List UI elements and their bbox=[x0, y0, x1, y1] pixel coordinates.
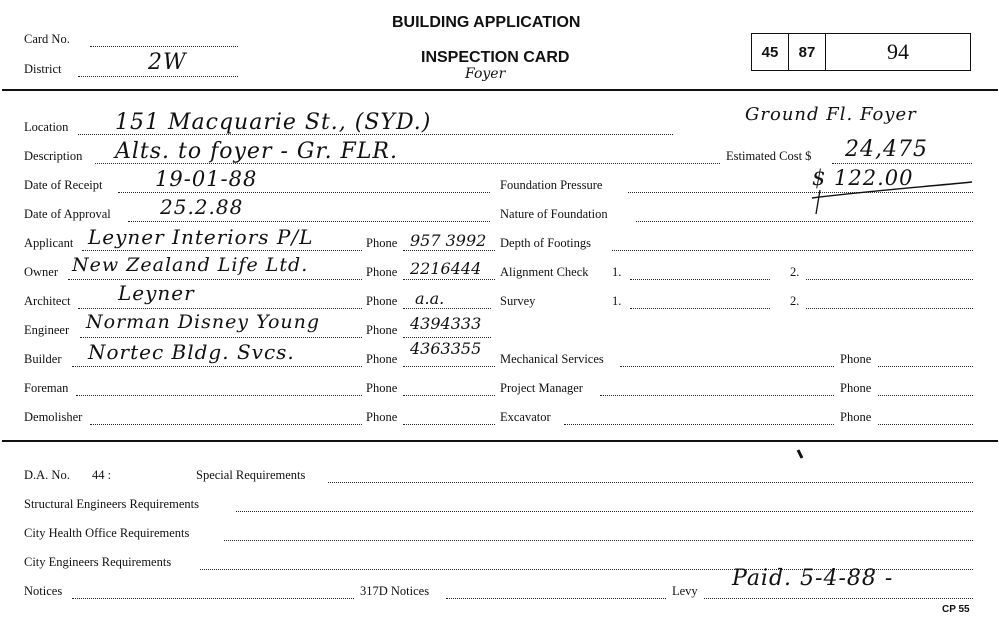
location-label: Location bbox=[24, 120, 69, 134]
date-of-approval-label: Date of Approval bbox=[24, 207, 111, 221]
description-label: Description bbox=[24, 149, 83, 163]
engineer-phone-value: 4394333 bbox=[410, 314, 482, 333]
foundation-pressure-value: $ 122.00 bbox=[812, 166, 914, 190]
architect-phone-value: a.a. bbox=[415, 289, 445, 308]
structural-requirements-label: Structural Engineers Requirements bbox=[24, 497, 199, 511]
number-box-1: 45 bbox=[751, 33, 789, 71]
district-label: District bbox=[24, 62, 62, 76]
mechanical-phone-label: Phone bbox=[840, 352, 872, 366]
location-value: 151 Macquarie St., (SYD.) bbox=[115, 110, 432, 135]
card-subtitle-handwritten: Foyer bbox=[465, 66, 506, 82]
foundation-pressure-label: Foundation Pressure bbox=[500, 178, 603, 192]
survey-2: 2. bbox=[790, 294, 800, 308]
da-no-value: 44 : bbox=[92, 468, 112, 482]
nature-of-foundation-label: Nature of Foundation bbox=[500, 207, 608, 221]
mechanical-services-label: Mechanical Services bbox=[500, 352, 604, 366]
engineer-phone-label: Phone bbox=[366, 323, 398, 337]
builder-phone-label: Phone bbox=[366, 352, 398, 366]
project-manager-phone-label: Phone bbox=[840, 381, 872, 395]
health-requirements-label: City Health Office Requirements bbox=[24, 526, 190, 540]
excavator-label: Excavator bbox=[500, 410, 551, 424]
engineer-value: Norman Disney Young bbox=[86, 311, 321, 333]
builder-value: Nortec Bldg. Svcs. bbox=[88, 340, 295, 364]
applicant-phone-value: 957 3992 bbox=[410, 231, 487, 250]
owner-value: New Zealand Life Ltd. bbox=[72, 254, 309, 276]
city-engineers-requirements-label: City Engineers Requirements bbox=[24, 555, 172, 569]
alignment-check-2: 2. bbox=[790, 265, 800, 279]
number-box-3: 94 bbox=[825, 33, 971, 71]
levy-label: Levy bbox=[672, 584, 698, 598]
alignment-check-1: 1. bbox=[612, 265, 622, 279]
architect-label: Architect bbox=[24, 294, 71, 308]
depth-of-footings-label: Depth of Footings bbox=[500, 236, 591, 250]
demolisher-phone-label: Phone bbox=[366, 410, 398, 424]
architect-phone-label: Phone bbox=[366, 294, 398, 308]
foreman-phone-label: Phone bbox=[366, 381, 398, 395]
owner-phone-value: 2216444 bbox=[410, 259, 482, 278]
notices-317d-label: 317D Notices bbox=[360, 584, 430, 598]
number-box-2: 87 bbox=[788, 33, 826, 71]
builder-label: Builder bbox=[24, 352, 62, 366]
card-no-label: Card No. bbox=[24, 32, 70, 46]
architect-value: Leyner bbox=[118, 281, 195, 305]
levy-value: Paid. 5-4-88 - bbox=[732, 566, 894, 591]
estimated-cost-label: Estimated Cost $ bbox=[726, 149, 812, 163]
owner-label: Owner bbox=[24, 265, 59, 279]
da-no-label: D.A. No. bbox=[24, 468, 70, 482]
excavator-phone-label: Phone bbox=[840, 410, 872, 424]
demolisher-label: Demolisher bbox=[24, 410, 83, 424]
date-of-approval-value: 25.2.88 bbox=[160, 195, 244, 219]
project-manager-label: Project Manager bbox=[500, 381, 583, 395]
location-note: Ground Fl. Foyer bbox=[745, 104, 917, 125]
applicant-phone-label: Phone bbox=[366, 236, 398, 250]
district-value: 2W bbox=[148, 50, 187, 75]
builder-phone-value: 4363355 bbox=[410, 339, 482, 358]
special-requirements-label: Special Requirements bbox=[196, 468, 306, 482]
estimated-cost-value: 24,475 bbox=[845, 137, 928, 162]
engineer-label: Engineer bbox=[24, 323, 70, 337]
date-of-receipt-label: Date of Receipt bbox=[24, 178, 103, 192]
notices-label: Notices bbox=[24, 584, 63, 598]
survey-label: Survey bbox=[500, 294, 536, 308]
applicant-value: Leyner Interiors P/L bbox=[88, 225, 314, 249]
survey-1: 1. bbox=[612, 294, 622, 308]
card-title: BUILDING APPLICATION bbox=[392, 14, 581, 31]
alignment-check-label: Alignment Check bbox=[500, 265, 589, 279]
description-value: Alts. to foyer - Gr. FLR. bbox=[115, 139, 398, 164]
date-of-receipt-value: 19-01-88 bbox=[155, 167, 258, 191]
owner-phone-label: Phone bbox=[366, 265, 398, 279]
card-subtitle: INSPECTION CARD bbox=[421, 49, 570, 66]
form-code: CP 55 bbox=[942, 604, 970, 615]
applicant-label: Applicant bbox=[24, 236, 74, 250]
foreman-label: Foreman bbox=[24, 381, 69, 395]
